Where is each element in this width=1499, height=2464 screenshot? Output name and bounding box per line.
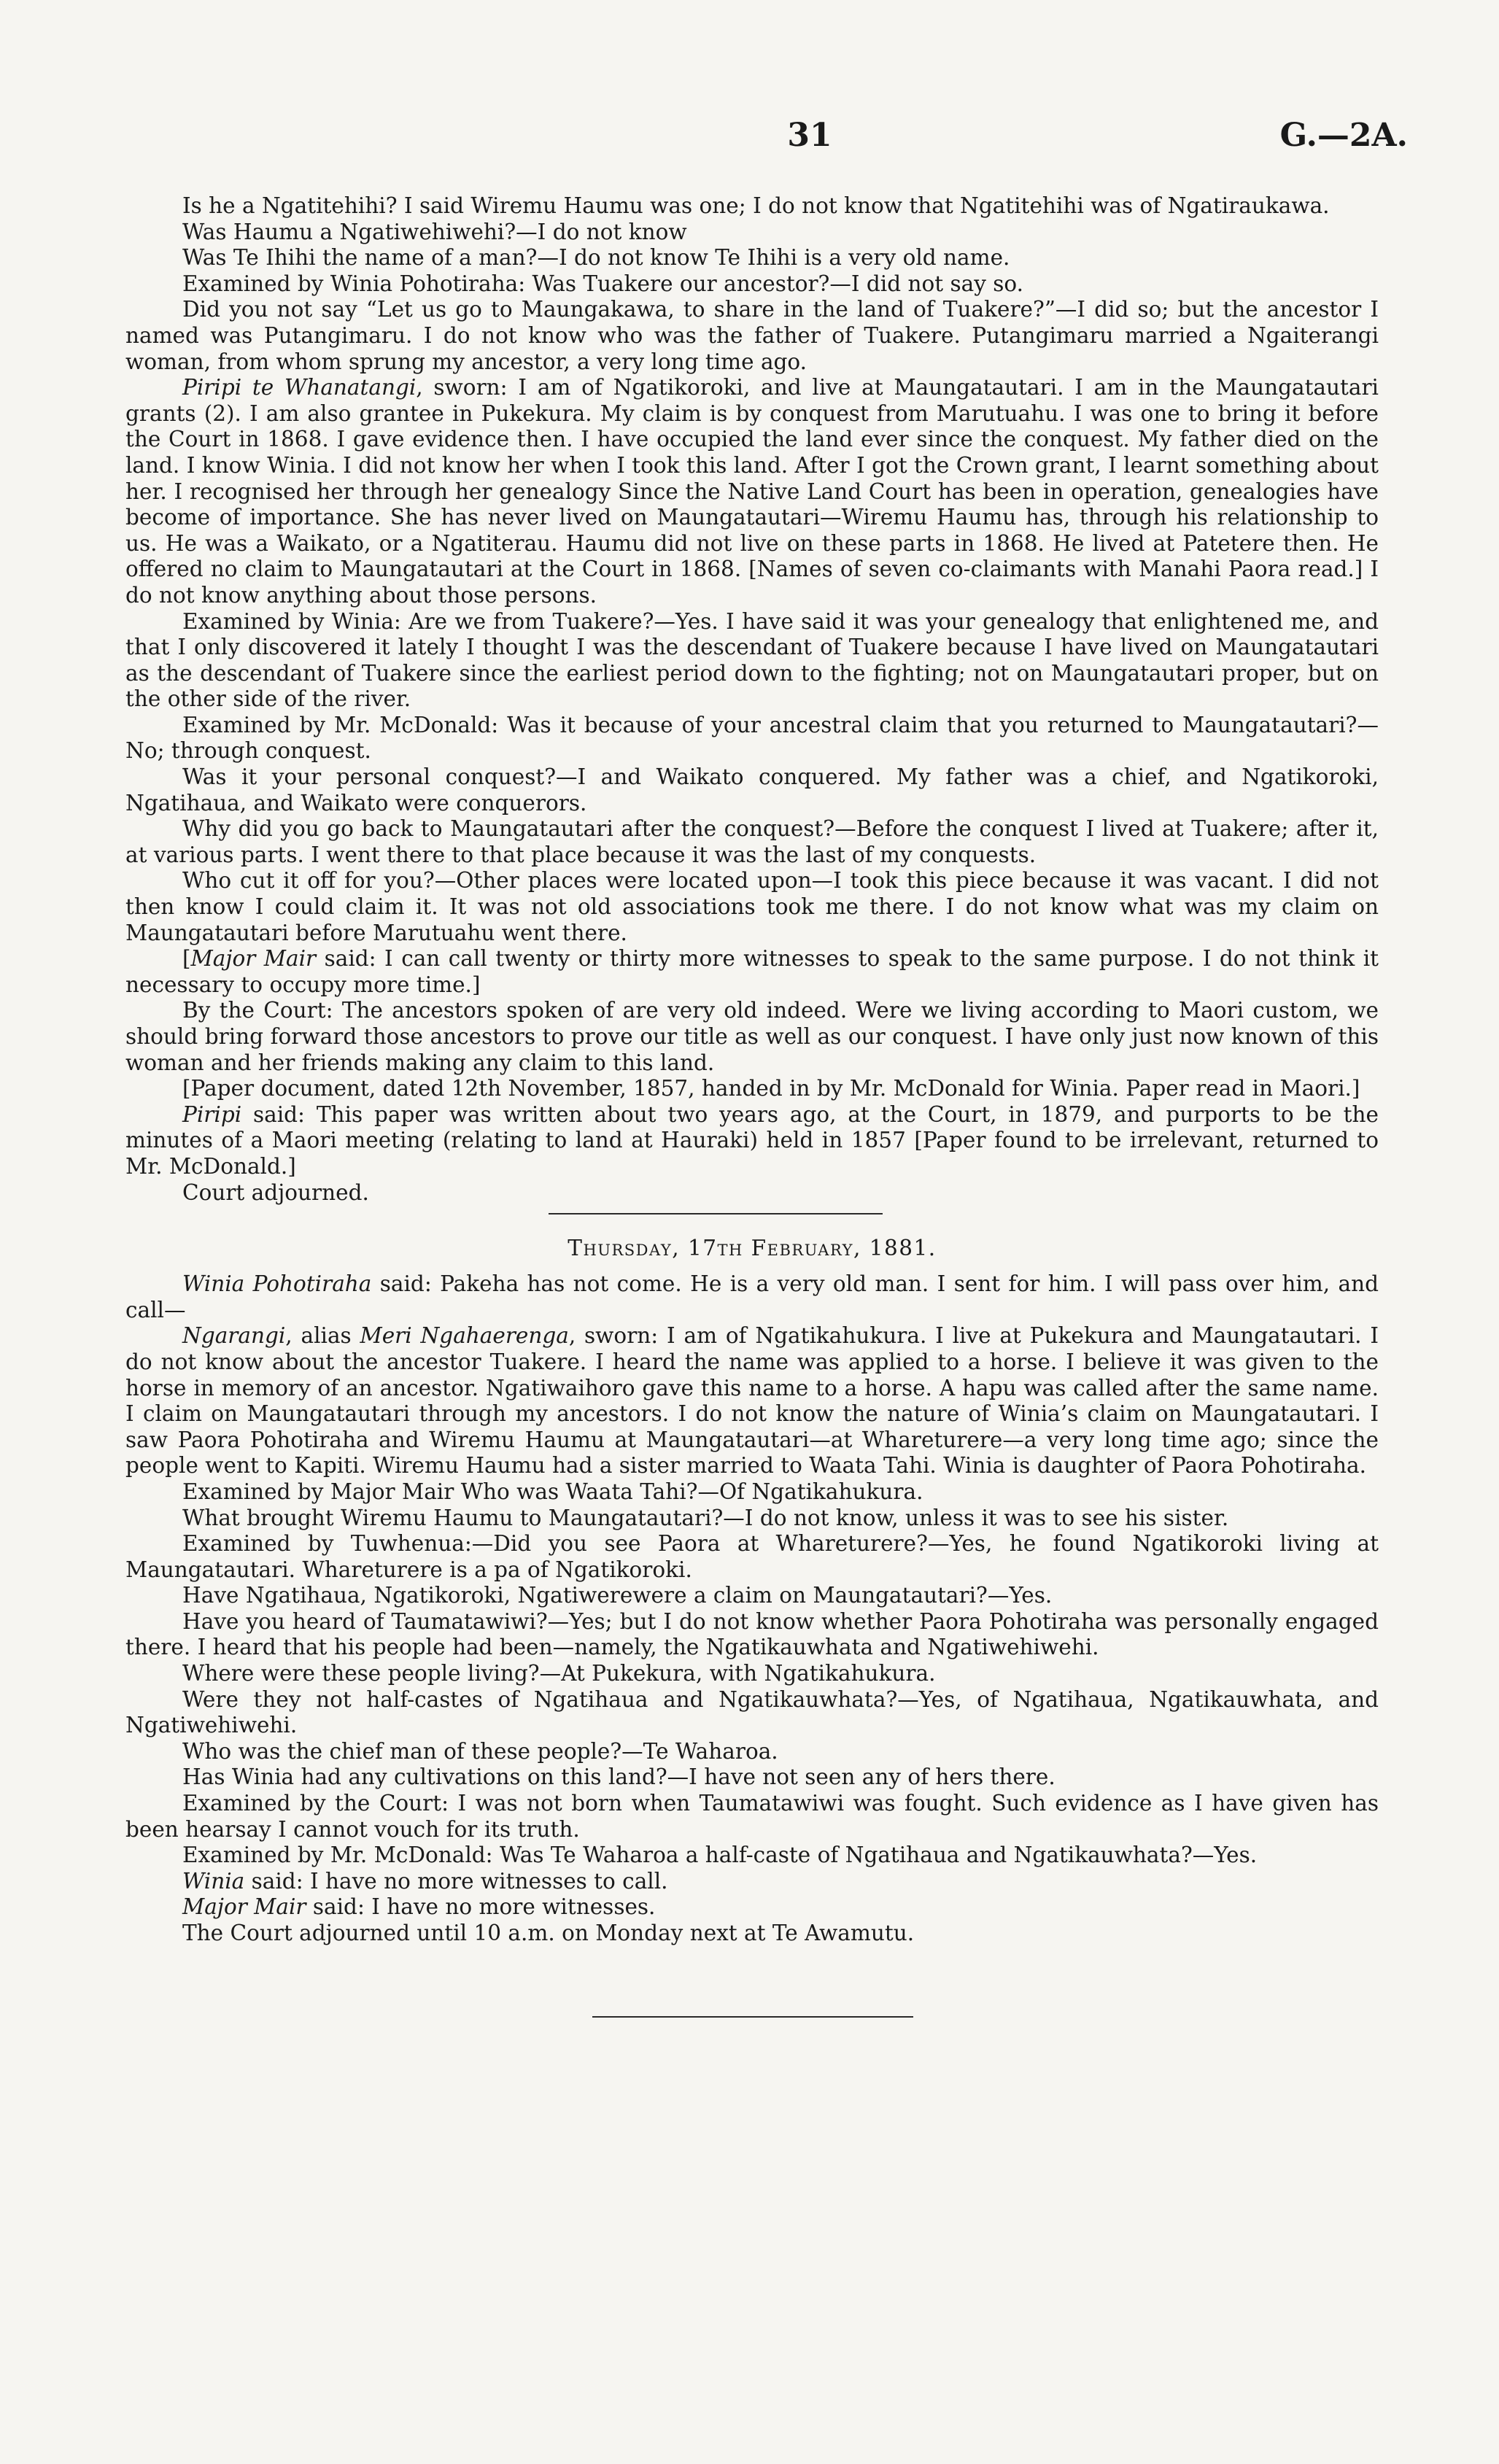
text-segment: Examined by the Court: I was not born when Taumatawiwi was fought. Such evidence as I have given has been hearsay I cannot vouch for its truth. — [125, 1791, 1379, 1842]
paragraph — [125, 1076, 1379, 1102]
text-segment: Was Haumu a Ngatiwehiwehi?—I do not know — [182, 219, 687, 244]
text-segment: Did you not say “Let us go to Maungakawa, to share in the land of Tuakere?”—I did so; but the ancestor I named was Putangimaru. I do not know who was the father of Tuakere. Putangimaru married a Ngaiterangi woman, from whom sprung my ancestor, a very long time ago. — [125, 297, 1379, 374]
text-segment: said: This paper was written about two years ago, at the Court, in 1879, and purports to be the minutes of a Maori meeting (relating to land at Hauraki) held in 1857 [Paper found to be irrelevant, returned to Mr. McDonald.] — [125, 1101, 1379, 1179]
text-segment: , alias — [285, 1323, 360, 1349]
paragraph — [125, 1609, 1379, 1661]
italic-name: Major Mair — [190, 946, 317, 972]
paragraph — [125, 193, 1379, 220]
paragraph — [125, 1791, 1379, 1843]
italic-name: Winia — [182, 1868, 245, 1894]
text-segment: Was it your personal conquest?—I and Waikato conquered. My father was a chief, and Ngatikoroki, Ngatihaua, and Waikato were conquerors. — [125, 764, 1379, 815]
paragraph — [125, 1180, 1379, 1206]
paragraph — [125, 1739, 1379, 1765]
page-header — [124, 117, 1408, 168]
paragraph — [125, 1583, 1379, 1609]
paragraph — [125, 1764, 1379, 1791]
paragraph — [125, 764, 1379, 816]
paragraph — [125, 816, 1379, 868]
paragraph — [125, 375, 1379, 608]
text-segment: Examined by Mr. McDonald: Was it because of your ancestral claim that you returned to Maungatautari?—No; through conquest. — [125, 712, 1379, 764]
text-segment: Why did you go back to Maungatautari after the conquest?—Before the conquest I lived at Tuakere; after it, at various parts. I went there to that place because it was the last of my conquests. — [125, 816, 1379, 867]
text-segment: Examined by Major Mair Who was Waata Tahi?—Of Ngatikahukura. — [182, 1479, 923, 1504]
paragraph — [125, 1843, 1379, 1869]
text-segment: The Court adjourned until 10 a.m. on Monday next at Te Awamutu. — [182, 1921, 915, 1945]
testimony-section-2 — [125, 1271, 1379, 1946]
text-segment: Examined by Winia Pohotiraha: Was Tuakere our ancestor?—I did not say so. — [182, 271, 1024, 296]
document-reference: G.—2A. — [1279, 117, 1408, 154]
text-segment: Court adjourned. — [182, 1179, 369, 1205]
paragraph — [125, 609, 1379, 713]
text-segment: , sworn: I am of Ngatikahukura. I live at Pukekura and Maungatautari. I do not know about the ancestor Tuakere. I heard the name was applied to a horse. I believe it was given to the horse in memory of an ancestor. Ngatiwaihoro gave this name to a horse. A hapu was called after the same name. I claim on Maungatautari through my ancestors. I do not know the nature of Winia’s claim on Maungatautari. I saw Paora Pohotiraha and Wiremu Haumu at Maungatautari—at Whareturere—a very long time ago; since the people went to Kapiti. Wiremu Haumu had a sister married to Waata Tahi. Winia is daughter of Paora Pohotiraha. — [125, 1323, 1379, 1479]
text-segment: Have Ngatihaua, Ngatikoroki, Ngatiwerewere a claim on Maungatautari?—Yes. — [182, 1583, 1053, 1608]
paragraph — [125, 1479, 1379, 1506]
text-segment: Has Winia had any cultivations on this land?—I have not seen any of hers there. — [182, 1764, 1056, 1790]
paragraph — [125, 998, 1379, 1076]
text-segment: By the Court: The ancestors spoken of are very old indeed. Were we living according to Maori custom, we should bring forward those ancestors to prove our title as well as our conquest. I have only just now known of this woman and her friends making any claim to this land. — [125, 998, 1379, 1075]
text-segment: Where were these people living?—At Pukekura, with Ngatikahukura. — [182, 1661, 936, 1686]
italic-name: Meri Ngahaerenga — [360, 1323, 569, 1349]
paragraph — [125, 946, 1379, 998]
paragraph — [125, 1894, 1379, 1921]
italic-name: Major Mair — [182, 1894, 306, 1920]
section-divider — [549, 1213, 883, 1214]
paragraph — [125, 868, 1379, 946]
text-segment: [Paper document, dated 12th November, 1857, handed in by Mr. McDonald for Winia. Paper read in Maori.] — [182, 1076, 1360, 1101]
italic-name: Ngarangi — [182, 1323, 286, 1349]
text-segment: Were they not half-castes of Ngatihaua and Ngatikauwhata?—Yes, of Ngatihaua, Ngatikauwhata, and Ngatiwehiwehi. — [125, 1686, 1379, 1738]
text-segment: , sworn: I am of Ngatikoroki, and live at Maungatautari. I am in the Maungatautari grants (2). I am also grantee in Pukekura. My claim is by conquest from Marutuahu. I was one to bring it before the Court in 1868. I gave evidence then. I have occupied the land ever since the conquest. My father died on the land. I know Winia. I did not know her when I took this land. After I got the Crown grant, I learnt something about her. I recognised her through her genealogy Since the Native Land Court has been in operation, genealogies have become of importance. She has never lived on Maungatautari—Wiremu Haumu has, through his relationship to us. He was a Waikato, or a Ngatiterau. Haumu did not live on these parts in 1868. He lived at Patetere then. He offered no claim to Maungatautari at the Court in 1868. [Names of seven co-claimants with Manahi Paora read.] I do not know anything about those persons. — [125, 375, 1379, 608]
text-segment: Was Te Ihihi the name of a man?—I do not know Te Ihihi is a very old name. — [182, 245, 1010, 271]
text-segment: said: I have no more witnesses to call. — [244, 1868, 668, 1894]
paragraph — [125, 297, 1379, 375]
paragraph — [125, 1687, 1379, 1739]
paragraph — [125, 1102, 1379, 1180]
paragraph — [125, 271, 1379, 298]
text-segment: Is he a Ngatitehihi? I said Wiremu Haumu was one; I do not know that Ngatitehihi was of Ngatiraukawa. — [182, 193, 1330, 218]
body-text — [125, 193, 1379, 2018]
text-segment: Examined by Tuwhenua:—Did you see Paora at Whareturere?—Yes, he found Ngatikoroki living at Maungatautari. Whareturere is a pa of Ngatikoroki. — [125, 1531, 1379, 1582]
paragraph — [125, 1531, 1379, 1583]
date-heading: Thursday, 17th February, 1881. — [568, 1236, 937, 1261]
paragraph — [125, 1661, 1379, 1687]
paragraph — [125, 1921, 1379, 1947]
italic-name: Piripi — [182, 1101, 242, 1127]
text-segment: said: Pakeha has not come. He is a very old man. I sent for him. I will pass over him, and call— — [125, 1271, 1379, 1322]
end-divider — [592, 2016, 913, 2018]
paragraph — [125, 1869, 1379, 1895]
text-segment: Examined by Winia: Are we from Tuakere?—Yes. I have said it was your genealogy that enlightened me, and that I only discovered it lately I thought I was the descendant of Tuakere because I have lived on Maungatautari as the descendant of Tuakere since the earliest period down to the fighting; not on Maungatautari proper, but on the other side of the river. — [125, 608, 1379, 712]
italic-name: Winia Pohotiraha — [182, 1271, 372, 1297]
testimony-section-1 — [125, 193, 1379, 1206]
text-segment: Who cut it off for you?—Other places were located upon—I took this piece because it was vacant. I did not then know I could claim it. It was not old associations took me there. I do not know what was my claim on Maungatautari before Marutuahu went there. — [125, 868, 1379, 945]
paragraph — [125, 245, 1379, 271]
text-segment: Who was the chief man of these people?—Te Waharoa. — [182, 1738, 778, 1764]
paragraph — [125, 713, 1379, 764]
paragraph — [125, 1271, 1379, 1323]
text-segment: [ — [182, 946, 191, 972]
text-segment: said: I have no more witnesses. — [306, 1894, 656, 1920]
text-segment: said: I can call twenty or thirty more witnesses to speak to the same purpose. I do not think it necessary to occupy more time.] — [125, 946, 1379, 997]
paragraph — [125, 220, 1379, 246]
page-number: 31 — [787, 117, 832, 154]
text-segment: Have you heard of Taumatawiwi?—Yes; but I do not know whether Paora Pohotiraha was personally engaged there. I heard that his people had been—namely, the Ngatikauwhata and Ngatiwehiwehi. — [125, 1608, 1379, 1660]
text-segment: What brought Wiremu Haumu to Maungatautari?—I do not know, unless it was to see his sister. — [182, 1505, 1229, 1530]
italic-name: Piripi te Whanatangi — [182, 375, 417, 400]
paragraph — [125, 1323, 1379, 1479]
text-segment: Examined by Mr. McDonald: Was Te Waharoa a half-caste of Ngatihaua and Ngatikauwhata?—Yes. — [182, 1843, 1258, 1868]
paragraph — [125, 1506, 1379, 1532]
